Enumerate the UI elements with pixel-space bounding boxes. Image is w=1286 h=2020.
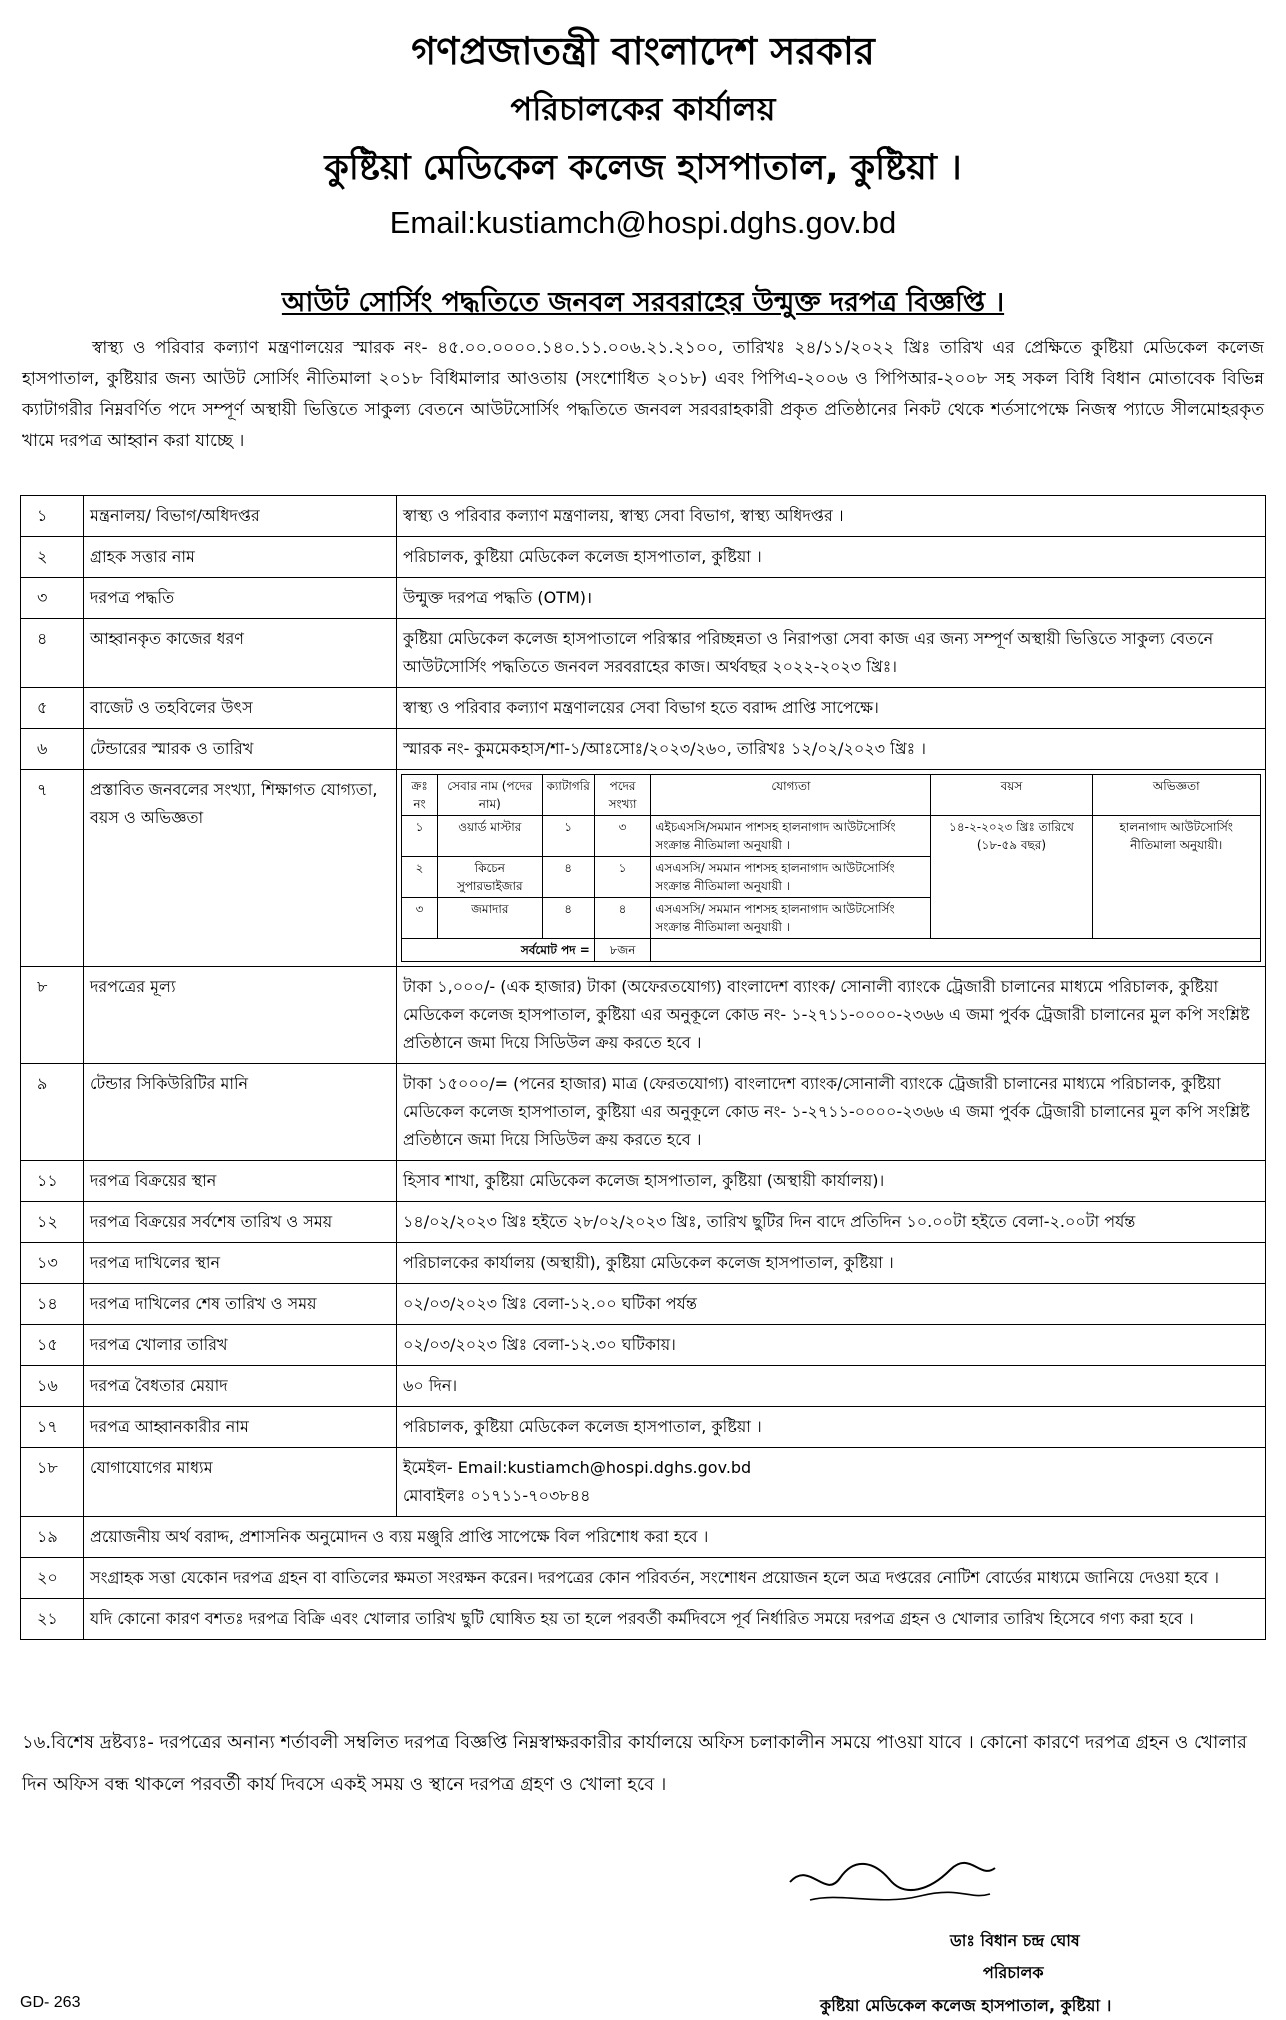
header-email: Email:kustiamch@hospi.dghs.gov.bd	[389, 205, 897, 240]
row-number: ৮	[21, 967, 84, 1064]
table-row	[21, 1407, 1266, 1448]
government-title: গণপ্রজাতন্ত্রী বাংলাদেশ সরকার	[411, 29, 875, 73]
row-number: ১৭	[21, 1407, 84, 1448]
row-value: টাকা ১,০০০/- (এক হাজার) টাকা (অফেরতযোগ্য) বাংলাদেশ ব্যাংক/ সোনালী ব্যাংকে ট্রেজারী চালানের মাধ্যমে পরিচালক, কুষ্টিয়া মেডিকেল কলেজ হাসপাতাল, কুষ্টিয়া এর অনুকূলে কোড নং- ১-২৭১১-০০০০-২৩৬৬ এ জমা পুর্বক ট্রেজারী চালানের মুল কপি সংশ্লিষ্ট প্রতিষ্ঠানে জমা দিয়ে সিডিউল ক্রয় করতে হবে ।	[397, 967, 1266, 1064]
contact-email: ইমেইল- Email:kustiamch@hospi.dghs.gov.bd	[403, 1458, 752, 1477]
table-row	[21, 496, 1266, 537]
table-row	[21, 1064, 1266, 1161]
row-number: ২	[21, 537, 84, 578]
post-sl: ১	[402, 816, 438, 857]
row-label: টেন্ডার সিকিউরিটির মানি	[84, 1064, 397, 1161]
total-value: ৮জন	[594, 939, 651, 962]
row-value: ১৪/০২/২০২৩ খ্রিঃ হইতে ২৮/০২/২০২৩ খ্রিঃ, তারিখ ছুটির দিন বাদে প্রতিদিন ১০.০০টা হইতে বেলা-২.০০টা পর্যন্ত	[397, 1202, 1266, 1243]
document-code: GD- 263	[20, 1994, 81, 2011]
post-count: ৩	[594, 816, 651, 857]
post-count: ৪	[594, 898, 651, 939]
row-label: বাজেট ও তহবিলের উৎস	[84, 688, 397, 729]
age-requirement: ১৪-২-২০২৩ খ্রিঃ তারিখে (১৮-৫৯ বছর)	[931, 816, 1092, 939]
col-header-age: বয়স	[931, 775, 1092, 816]
row-label: দরপত্র খোলার তারিখ	[84, 1325, 397, 1366]
row-number: ১৬	[21, 1366, 84, 1407]
post-sl: ২	[402, 857, 438, 898]
signature-image	[780, 1850, 1000, 1910]
row-text: যদি কোনো কারণ বশতঃ দরপত্র বিক্রি এবং খোলার তারিখ ছুটি ঘোষিত হয় তা হলে পরবর্তী কর্মদিবসে পূর্ব নির্ধারিত সময়ে দরপত্র গ্রহন ও খোলার তারিখ হিসেবে গণ্য করা হবে ।	[84, 1599, 1266, 1640]
row-label: যোগাযোগের মাধ্যম	[84, 1448, 397, 1517]
row-number: ১৮	[21, 1448, 84, 1517]
row-value: স্বাস্থ্য ও পরিবার কল্যাণ মন্ত্রণালয়, স্বাস্থ্য সেবা বিভাগ, স্বাস্থ্য অধিদপ্তর ।	[397, 496, 1266, 537]
row-label: মন্ত্রনালয়/ বিভাগ/অধিদপ্তর	[84, 496, 397, 537]
row-number: ৩	[21, 578, 84, 619]
row-value: পরিচালক, কুষ্টিয়া মেডিকেল কলেজ হাসপাতাল, কুষ্টিয়া ।	[397, 537, 1266, 578]
row-value: কুষ্টিয়া মেডিকেল কলেজ হাসপাতালে পরিস্কার পরিচ্ছন্নতা ও নিরাপত্তা সেবা কাজ এর জন্য সম্পূর্ণ অস্থায়ী ভিত্তিতে সাকুল্য বেতনে আউটসোর্সিং পদ্ধতিতে জনবল সরবরাহের কাজ। অর্থবছর ২০২২-২০২৩ খ্রিঃ।	[397, 619, 1266, 688]
col-header-count: পদের সংখ্যা	[594, 775, 651, 816]
col-header-category: ক্যাটাগরি	[542, 775, 594, 816]
table-row	[21, 1161, 1266, 1202]
post-name: কিচেন সুপারভাইজার	[438, 857, 542, 898]
post-category: ১	[542, 816, 594, 857]
row-label: দরপত্রের মূল্য	[84, 967, 397, 1064]
row-label: দরপত্র বিক্রয়ের স্থান	[84, 1161, 397, 1202]
row-value: স্বাস্থ্য ও পরিবার কল্যাণ মন্ত্রণালয়ের সেবা বিভাগ হতে বরাদ্দ প্রাপ্তি সাপেক্ষে।	[397, 688, 1266, 729]
row-number: ৫	[21, 688, 84, 729]
post-qualification: এসএসসি/ সমমান পাশসহ হালনাগাদ আউটসোর্সিং সংক্রান্ত নীতিমালা অনুযায়ী ।	[651, 898, 931, 939]
row-value: পরিচালক, কুষ্টিয়া মেডিকেল কলেজ হাসপাতাল, কুষ্টিয়া ।	[397, 1407, 1266, 1448]
table-row	[21, 688, 1266, 729]
row-label: টেন্ডারের স্মারক ও তারিখ	[84, 729, 397, 770]
row-value: পরিচালকের কার্যালয় (অস্থায়ী), কুষ্টিয়া মেডিকেল কলেজ হাসপাতাল, কুষ্টিয়া ।	[397, 1243, 1266, 1284]
row-value: ০২/০৩/২০২৩ খ্রিঃ বেলা-১২.৩০ ঘটিকায়।	[397, 1325, 1266, 1366]
row-value: টাকা ১৫০০০/= (পনের হাজার) মাত্র (ফেরতযোগ্য) বাংলাদেশ ব্যাংক/সোনালী ব্যাংকে ট্রেজারী চালানের মাধ্যমে পরিচালক, কুষ্টিয়া মেডিকেল কলেজ হাসপাতাল, কুষ্টিয়া এর অনুকূলে কোড নং- ১-২৭১১-০০০০-২৩৬৬ এ জমা পুর্বক ট্রেজারী চালানের মুল কপি সংশ্লিষ্ট প্রতিষ্ঠানে জমা দিয়ে সিডিউল ক্রয় করতে হবে ।	[397, 1064, 1266, 1161]
row-value: ০২/০৩/২০২৩ খ্রিঃ বেলা-১২.০০ ঘটিকা পর্যন্ত	[397, 1284, 1266, 1325]
special-note: ১৬.বিশেষ দ্রষ্টব্যঃ- দরপত্রের অনান্য শর্তাবলী সম্বলিত দরপত্র বিজ্ঞপ্তি নিম্নস্বাক্ষরকারীর কার্যালয়ে অফিস চলাকালীন সময়ে পাওয়া যাবে । কোনো কারণে দরপত্র গ্রহন ও খোলার দিন অফিস বন্ধ থাকলে পরবর্তী কার্য দিবসে একই সময় ও স্থানে দরপত্র গ্রহণ ও খোলা হবে ।	[22, 1732, 1247, 1795]
row-number: ৬	[21, 729, 84, 770]
row-label: আহ্বানকৃত কাজের ধরণ	[84, 619, 397, 688]
row-label: দরপত্র বিক্রয়ের সর্বশেষ তারিখ ও সময়	[84, 1202, 397, 1243]
hospital-title: কুষ্টিয়া মেডিকেল কলেজ হাসপাতাল, কুষ্টিয়া ।	[324, 148, 962, 188]
row-label: দরপত্র পদ্ধতি	[84, 578, 397, 619]
row-label: দরপত্র দাখিলের স্থান	[84, 1243, 397, 1284]
post-qualification: এসএসসি/ সমমান পাশসহ হালনাগাদ আউটসোর্সিং সংক্রান্ত নীতিমালা অনুযায়ী ।	[651, 857, 931, 898]
row-label: দরপত্র বৈধতার মেয়াদ	[84, 1366, 397, 1407]
row-number: ১৩	[21, 1243, 84, 1284]
signatory-office: কুষ্টিয়া মেডিকেল কলেজ হাসপাতাল, কুষ্টিয়া ।	[820, 1996, 1112, 2015]
row-label: দরপত্র আহ্বানকারীর নাম	[84, 1407, 397, 1448]
row-text: প্রয়োজনীয় অর্থ বরাদ্দ, প্রশাসনিক অনুমোদন ও ব্যয় মঞ্জুরি প্রাপ্তি সাপেক্ষে বিল পরিশোধ করা হবে ।	[84, 1517, 1266, 1558]
office-title: পরিচালকের কার্যালয়	[510, 90, 776, 128]
table-row	[21, 537, 1266, 578]
row-number: ১১	[21, 1161, 84, 1202]
contact-mobile: মোবাইলঃ ০১৭১১-৭০৩৮৪৪	[403, 1486, 591, 1505]
table-row	[21, 1284, 1266, 1325]
row-number: ১৪	[21, 1284, 84, 1325]
experience-requirement: হালনাগাদ আউটসোর্সিং নীতিমালা অনুযায়ী।	[1092, 816, 1261, 939]
table-row	[21, 619, 1266, 688]
row-label: প্রস্তাবিত জনবলের সংখ্যা, শিক্ষাগত যোগ্যতা, বয়স ও অভিজ্ঞতা	[84, 770, 397, 967]
row-text: সংগ্রাহক সত্তা যেকোন দরপত্র গ্রহন বা বাতিলের ক্ষমতা সংরক্ষন করেন। দরপত্রের কোন পরিবর্তন, সংশোধন প্রয়োজন হলে অত্র দপ্তরের নোটিশ বোর্ডের মাধ্যমে জানিয়ে দেওয়া হবে ।	[84, 1558, 1266, 1599]
table-row	[21, 1558, 1266, 1599]
intro-paragraph: স্বাস্থ্য ও পরিবার কল্যাণ মন্ত্রণালয়ের স্মারক নং- ৪৫.০০.০০০০.১৪০.১১.০০৬.২১.২১০০, তারিখঃ ২৪/১১/২০২২ খ্রিঃ তারিখ এর প্রেক্ষিতে কুষ্টিয়া মেডিকেল কলেজ হাসপাতাল, কুষ্টিয়ার জন্য আউট সোর্সিং নীতিমালা ২০১৮ বিধিমালার আওতায় (সংশোধিত ২০১৮) এবং পিপিএ-২০০৬ ও পিপিআর-২০০৮ সহ সকল বিধি বিধান মোতাবেক বিভিন্ন ক্যাটাগরীর নিম্নবর্ণিত পদে সম্পূর্ণ অস্থায়ী ভিত্তিতে সাকুল্য বেতনে আউটসোর্সিং পদ্ধতিতে জনবল সরবরাহকারী প্রকৃত প্রতিষ্ঠানের নিকট থেকে শর্তসাপেক্ষে নিজস্ব প্যাডে সীলমোহরকৃত খামে দরপত্র আহ্বান করা যাচ্ছে ।	[22, 338, 1264, 451]
row-number: ২১	[21, 1599, 84, 1640]
row-number: ২০	[21, 1558, 84, 1599]
post-count: ১	[594, 857, 651, 898]
table-row	[21, 1325, 1266, 1366]
post-qualification: এইচএসসি/সমমান পাশসহ হালনাগাদ আউটসোর্সিং সংক্রান্ত নীতিমালা অনুযায়ী ।	[651, 816, 931, 857]
row-number: ৯	[21, 1064, 84, 1161]
table-row	[21, 1202, 1266, 1243]
table-row-contact	[21, 1448, 1266, 1517]
row-number: ৪	[21, 619, 84, 688]
table-row	[21, 1243, 1266, 1284]
table-row	[21, 578, 1266, 619]
col-header-name: সেবার নাম (পদের নাম)	[438, 775, 542, 816]
row-label: গ্রাহক সত্তার নাম	[84, 537, 397, 578]
post-name: জমাদার	[438, 898, 542, 939]
total-label: সর্বমোট পদ =	[402, 939, 595, 962]
table-row	[21, 1599, 1266, 1640]
signatory-name: ডাঃ বিধান চন্দ্র ঘোষ	[950, 1931, 1080, 1950]
row-value: স্মারক নং- কুমমেকহাস/শা-১/আঃসোঃ/২০২৩/২৬০, তারিখঃ ১২/০২/২০২৩ খ্রিঃ ।	[397, 729, 1266, 770]
row-label: দরপত্র দাখিলের শেষ তারিখ ও সময়	[84, 1284, 397, 1325]
row-value: হিসাব শাখা, কুষ্টিয়া মেডিকেল কলেজ হাসপাতাল, কুষ্টিয়া (অস্থায়ী কার্যালয়)।	[397, 1161, 1266, 1202]
col-header-sl: ক্রঃ নং	[402, 775, 438, 816]
table-row	[21, 1366, 1266, 1407]
row-number: ১৫	[21, 1325, 84, 1366]
table-row-manpower	[21, 770, 1266, 967]
manpower-table	[401, 774, 1261, 962]
notice-title: আউট সোর্সিং পদ্ধতিতে জনবল সরবরাহের উন্মুক্ত দরপত্র বিজ্ঞপ্তি ।	[281, 287, 1005, 318]
table-row	[21, 967, 1266, 1064]
post-name: ওয়ার্ড মাস্টার	[438, 816, 542, 857]
post-category: ৪	[542, 898, 594, 939]
post-category: ৪	[542, 857, 594, 898]
table-row	[21, 729, 1266, 770]
col-header-qualification: যোগ্যতা	[651, 775, 931, 816]
row-number: ৭	[21, 770, 84, 967]
tender-table	[20, 495, 1266, 1640]
row-value: উন্মুক্ত দরপত্র পদ্ধতি (OTM)।	[397, 578, 1266, 619]
row-number: ১২	[21, 1202, 84, 1243]
signatory-title: পরিচালক	[983, 1963, 1044, 1982]
table-row	[21, 1517, 1266, 1558]
col-header-experience: অভিজ্ঞতা	[1092, 775, 1261, 816]
row-number: ১	[21, 496, 84, 537]
row-number: ১৯	[21, 1517, 84, 1558]
post-sl: ৩	[402, 898, 438, 939]
row-value: ৬০ দিন।	[397, 1366, 1266, 1407]
